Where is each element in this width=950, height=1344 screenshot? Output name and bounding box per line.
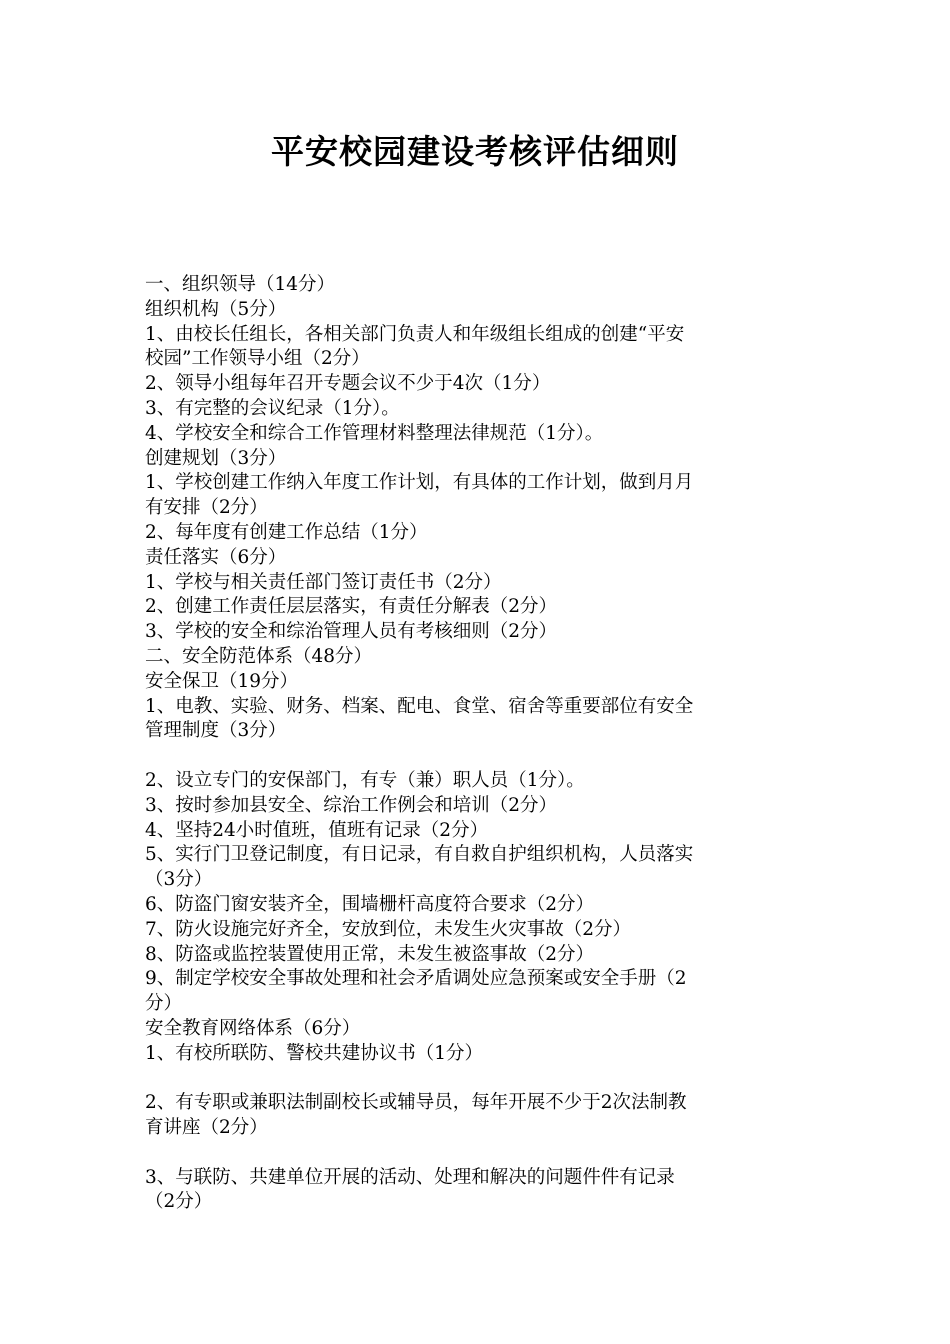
blank-line bbox=[145, 1141, 815, 1166]
criterion-line: 8、防盗或监控装置使用正常，未发生被盗事故（2分） bbox=[145, 943, 595, 965]
criterion-line: 1、电教、实验、财务、档案、配电、食堂、宿舍等重要部位有安全 bbox=[145, 695, 694, 717]
criterion-line: 2、领导小组每年召开专题会议不少于4次（1分） bbox=[145, 373, 551, 395]
section-heading: 二、安全防范体系（48分） bbox=[145, 645, 373, 667]
document-body bbox=[145, 273, 815, 1215]
subsection-heading: 创建规划（3分） bbox=[145, 447, 287, 469]
criterion-line: 4、学校安全和综合工作管理材料整理法律规范（1分）。 bbox=[145, 422, 604, 444]
criterion-line: 3、与联防、共建单位开展的活动、处理和解决的问题件件有记录 bbox=[145, 1166, 675, 1188]
section-heading: 一、组织领导（14分） bbox=[145, 274, 336, 295]
subsection-heading: 安全保卫（19分） bbox=[145, 670, 299, 692]
criterion-line: 管理制度（3分） bbox=[145, 720, 287, 742]
subsection-heading: 安全教育网络体系（6分） bbox=[145, 1017, 361, 1039]
criterion-line: 3、按时参加县安全、综治工作例会和培训（2分） bbox=[145, 794, 558, 816]
document-title: 平安校园建设考核评估细则 bbox=[271, 132, 679, 171]
criterion-line: 2、每年度有创建工作总结（1分） bbox=[145, 521, 428, 543]
criterion-line: 有安排（2分） bbox=[145, 497, 268, 519]
criterion-line: 6、防盗门窗安装齐全，围墙栅杆高度符合要求（2分） bbox=[145, 893, 595, 915]
criterion-line: 校园”工作领导小组（2分） bbox=[145, 348, 370, 370]
criterion-line: 2、创建工作责任层层落实，有责任分解表（2分） bbox=[145, 596, 558, 618]
criterion-line: 3、学校的安全和综治管理人员有考核细则（2分） bbox=[145, 621, 558, 643]
criterion-line: 2、设立专门的安保部门，有专（兼）职人员（1分）。 bbox=[145, 769, 585, 791]
criterion-line: 2、有专职或兼职法制副校长或辅导员，每年开展不少于2次法制教 bbox=[145, 1092, 687, 1114]
criterion-line: 分） bbox=[145, 993, 183, 1015]
criterion-line: 3、有完整的会议纪录（1分）。 bbox=[145, 397, 400, 419]
criterion-line: 5、实行门卫登记制度，有日记录，有自救自护组织机构，人员落实 bbox=[145, 844, 694, 866]
criterion-line: （2分） bbox=[145, 1191, 213, 1213]
criterion-line: 1、学校创建工作纳入年度工作计划，有具体的工作计划，做到月月 bbox=[145, 472, 694, 494]
criterion-line: 1、学校与相关责任部门签订责任书（2分） bbox=[145, 571, 502, 593]
criterion-line: 1、由校长任组长，各相关部门负责人和年级组长组成的创建“平安 bbox=[145, 323, 685, 345]
criterion-line: 4、坚持24小时值班，值班有记录（2分） bbox=[145, 819, 489, 841]
criterion-line: 7、防火设施完好齐全，安放到位，未发生火灾事故（2分） bbox=[145, 918, 632, 940]
blank-line bbox=[145, 1067, 815, 1092]
criterion-line: 育讲座（2分） bbox=[145, 1117, 268, 1139]
subsection-heading: 组织机构（5分） bbox=[145, 298, 287, 320]
criterion-line: 9、制定学校安全事故处理和社会矛盾调处应急预案或安全手册（2 bbox=[145, 968, 687, 990]
criterion-line: （3分） bbox=[145, 869, 213, 891]
blank-line bbox=[145, 744, 815, 769]
criterion-line: 1、有校所联防、警校共建协议书（1分） bbox=[145, 1042, 484, 1064]
subsection-heading: 责任落实（6分） bbox=[145, 546, 287, 568]
